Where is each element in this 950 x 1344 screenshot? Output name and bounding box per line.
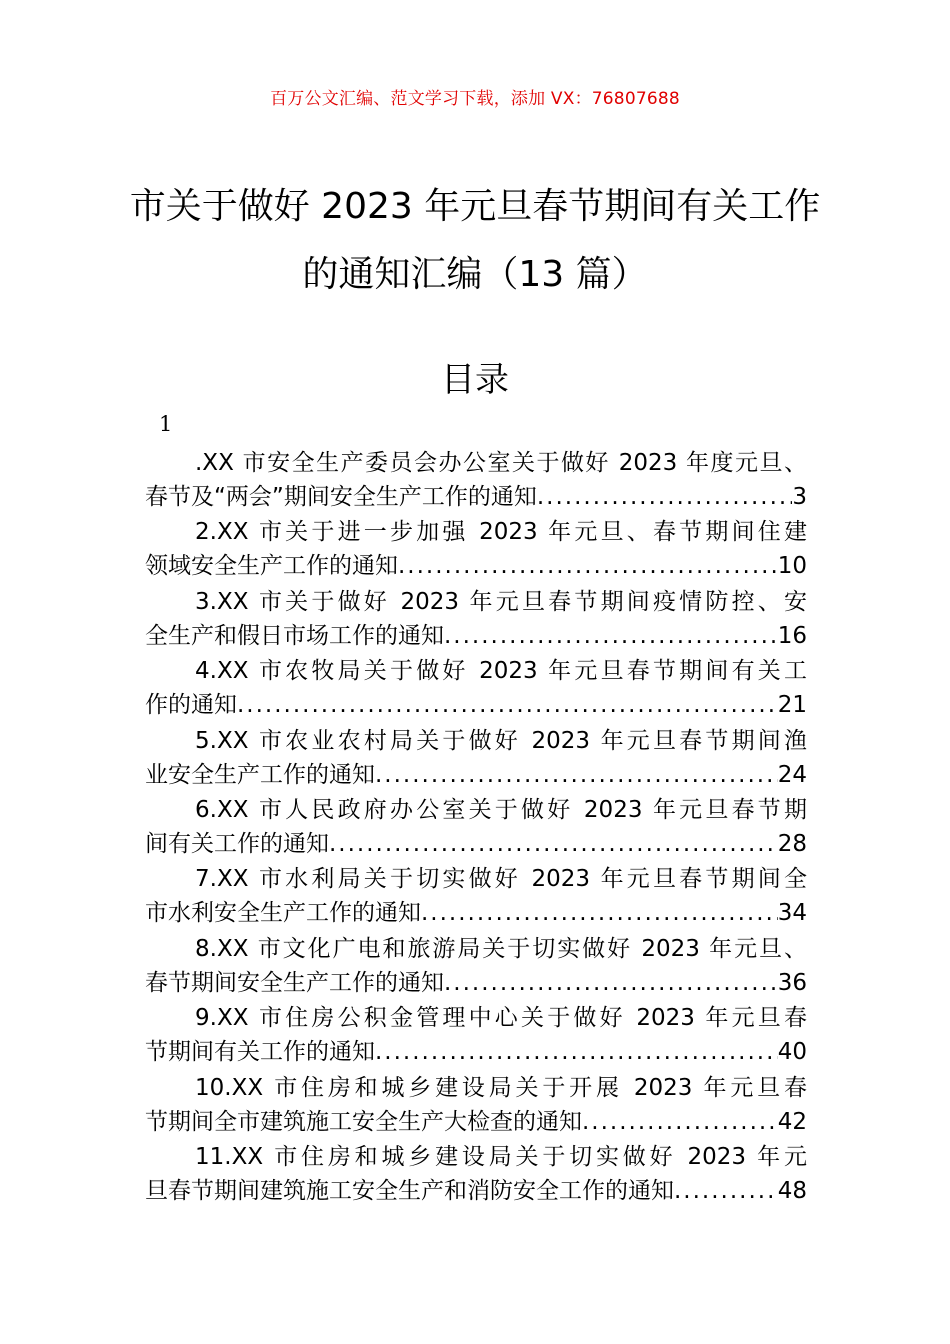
toc-entry[interactable] <box>145 653 807 722</box>
toc-entry-title: 3.XX 市关于做好 2023 年元旦春节期间疫情防控、安 <box>195 588 807 615</box>
toc-entry-title: 8.XX 市文化广电和旅游局关于切实做好 2023 年元旦、 <box>195 935 807 962</box>
toc-page-number: 10 <box>777 553 807 580</box>
toc-page-number: 21 <box>777 692 807 719</box>
toc-entry[interactable] <box>145 861 807 930</box>
toc-entry[interactable] <box>145 723 807 792</box>
leader-dots <box>674 1175 778 1208</box>
leader-dots <box>444 967 778 1000</box>
leader-dots <box>582 1106 778 1139</box>
leader-dots <box>398 550 778 583</box>
toc-entry-title-cont: 间有关工作的通知 <box>145 830 329 857</box>
toc-page-number: 34 <box>777 900 807 927</box>
leader-dots <box>329 828 778 861</box>
toc-entry-title: 6.XX 市人民政府办公室关于做好 2023 年元旦春节期 <box>195 796 807 823</box>
toc-entry-title-cont: 作的通知 <box>145 692 237 719</box>
toc-entry-title-cont: 春节期间安全生产工作的通知 <box>145 969 444 996</box>
toc-entry-title: 5.XX 市农业农村局关于做好 2023 年元旦春节期间渔 <box>195 727 807 754</box>
toc-entry-title: .XX 市安全生产委员会办公室关于做好 2023 年度元旦、 <box>195 450 807 476</box>
toc-entry-title-cont: 春节及“两会”期间安全生产工作的通知 <box>145 484 537 510</box>
leader-dots <box>375 1036 778 1069</box>
toc-entry-title-cont: 业安全生产工作的通知 <box>145 761 375 788</box>
toc-entry[interactable] <box>145 584 807 653</box>
toc-entry-title-cont: 全生产和假日市场工作的通知 <box>145 622 444 649</box>
leader-dots <box>375 759 778 792</box>
toc-page-number: 36 <box>777 969 807 996</box>
toc-page-number: 40 <box>777 1039 807 1066</box>
toc-entry-title: 2.XX 市关于进一步加强 2023 年元旦、春节期间住建 <box>195 519 807 546</box>
toc-entry[interactable] <box>145 792 807 861</box>
toc-entry-title-cont: 市水利安全生产工作的通知 <box>145 900 421 927</box>
toc-entry-title-cont: 领域安全生产工作的通知 <box>145 553 398 580</box>
toc-entry[interactable] <box>145 514 807 583</box>
toc-entry-title: 11.XX 市住房和城乡建设局关于切实做好 2023 年元 <box>195 1143 807 1170</box>
toc-heading: 目录 <box>441 360 509 400</box>
document-title-line-2: 的通知汇编（13 篇） <box>302 254 648 295</box>
download-banner: 百万公文汇编、范文学习下载，添加 VX：76807688 <box>270 89 680 109</box>
toc-page-number: 48 <box>777 1177 807 1204</box>
toc-entry[interactable] <box>145 445 807 514</box>
leader-dots <box>421 897 778 930</box>
toc-entry-title: 9.XX 市住房公积金管理中心关于做好 2023 年元旦春 <box>195 1005 807 1032</box>
toc-entry-title-cont: 旦春节期间建筑施工安全生产和消防安全工作的通知 <box>145 1177 674 1204</box>
toc-page-number: 3 <box>792 484 807 510</box>
toc-entry[interactable] <box>145 1139 807 1208</box>
toc-page-number: 28 <box>777 830 807 857</box>
toc-entry-title: 10.XX 市住房和城乡建设局关于开展 2023 年元旦春 <box>195 1074 807 1101</box>
toc-entry[interactable] <box>145 1000 807 1069</box>
leader-dots <box>537 481 793 514</box>
toc-page-number: 24 <box>777 761 807 788</box>
leader-dots <box>444 620 778 653</box>
toc-number-line: 1 <box>159 412 173 436</box>
table-of-contents <box>145 445 807 1208</box>
toc-page-number: 16 <box>777 622 807 649</box>
toc-entry[interactable] <box>145 1070 807 1139</box>
toc-entry-title: 4.XX 市农牧局关于做好 2023 年元旦春节期间有关工 <box>195 658 807 685</box>
document-title-line-1: 市关于做好 2023 年元旦春节期间有关工作 <box>129 186 821 227</box>
toc-entry-title: 7.XX 市水利局关于切实做好 2023 年元旦春节期间全 <box>195 866 807 893</box>
toc-page-number: 42 <box>777 1108 807 1135</box>
leader-dots <box>237 689 778 722</box>
toc-entry-title-cont: 节期间有关工作的通知 <box>145 1039 375 1066</box>
toc-entry-title-cont: 节期间全市建筑施工安全生产大检查的通知 <box>145 1108 582 1135</box>
toc-entry[interactable] <box>145 931 807 1000</box>
